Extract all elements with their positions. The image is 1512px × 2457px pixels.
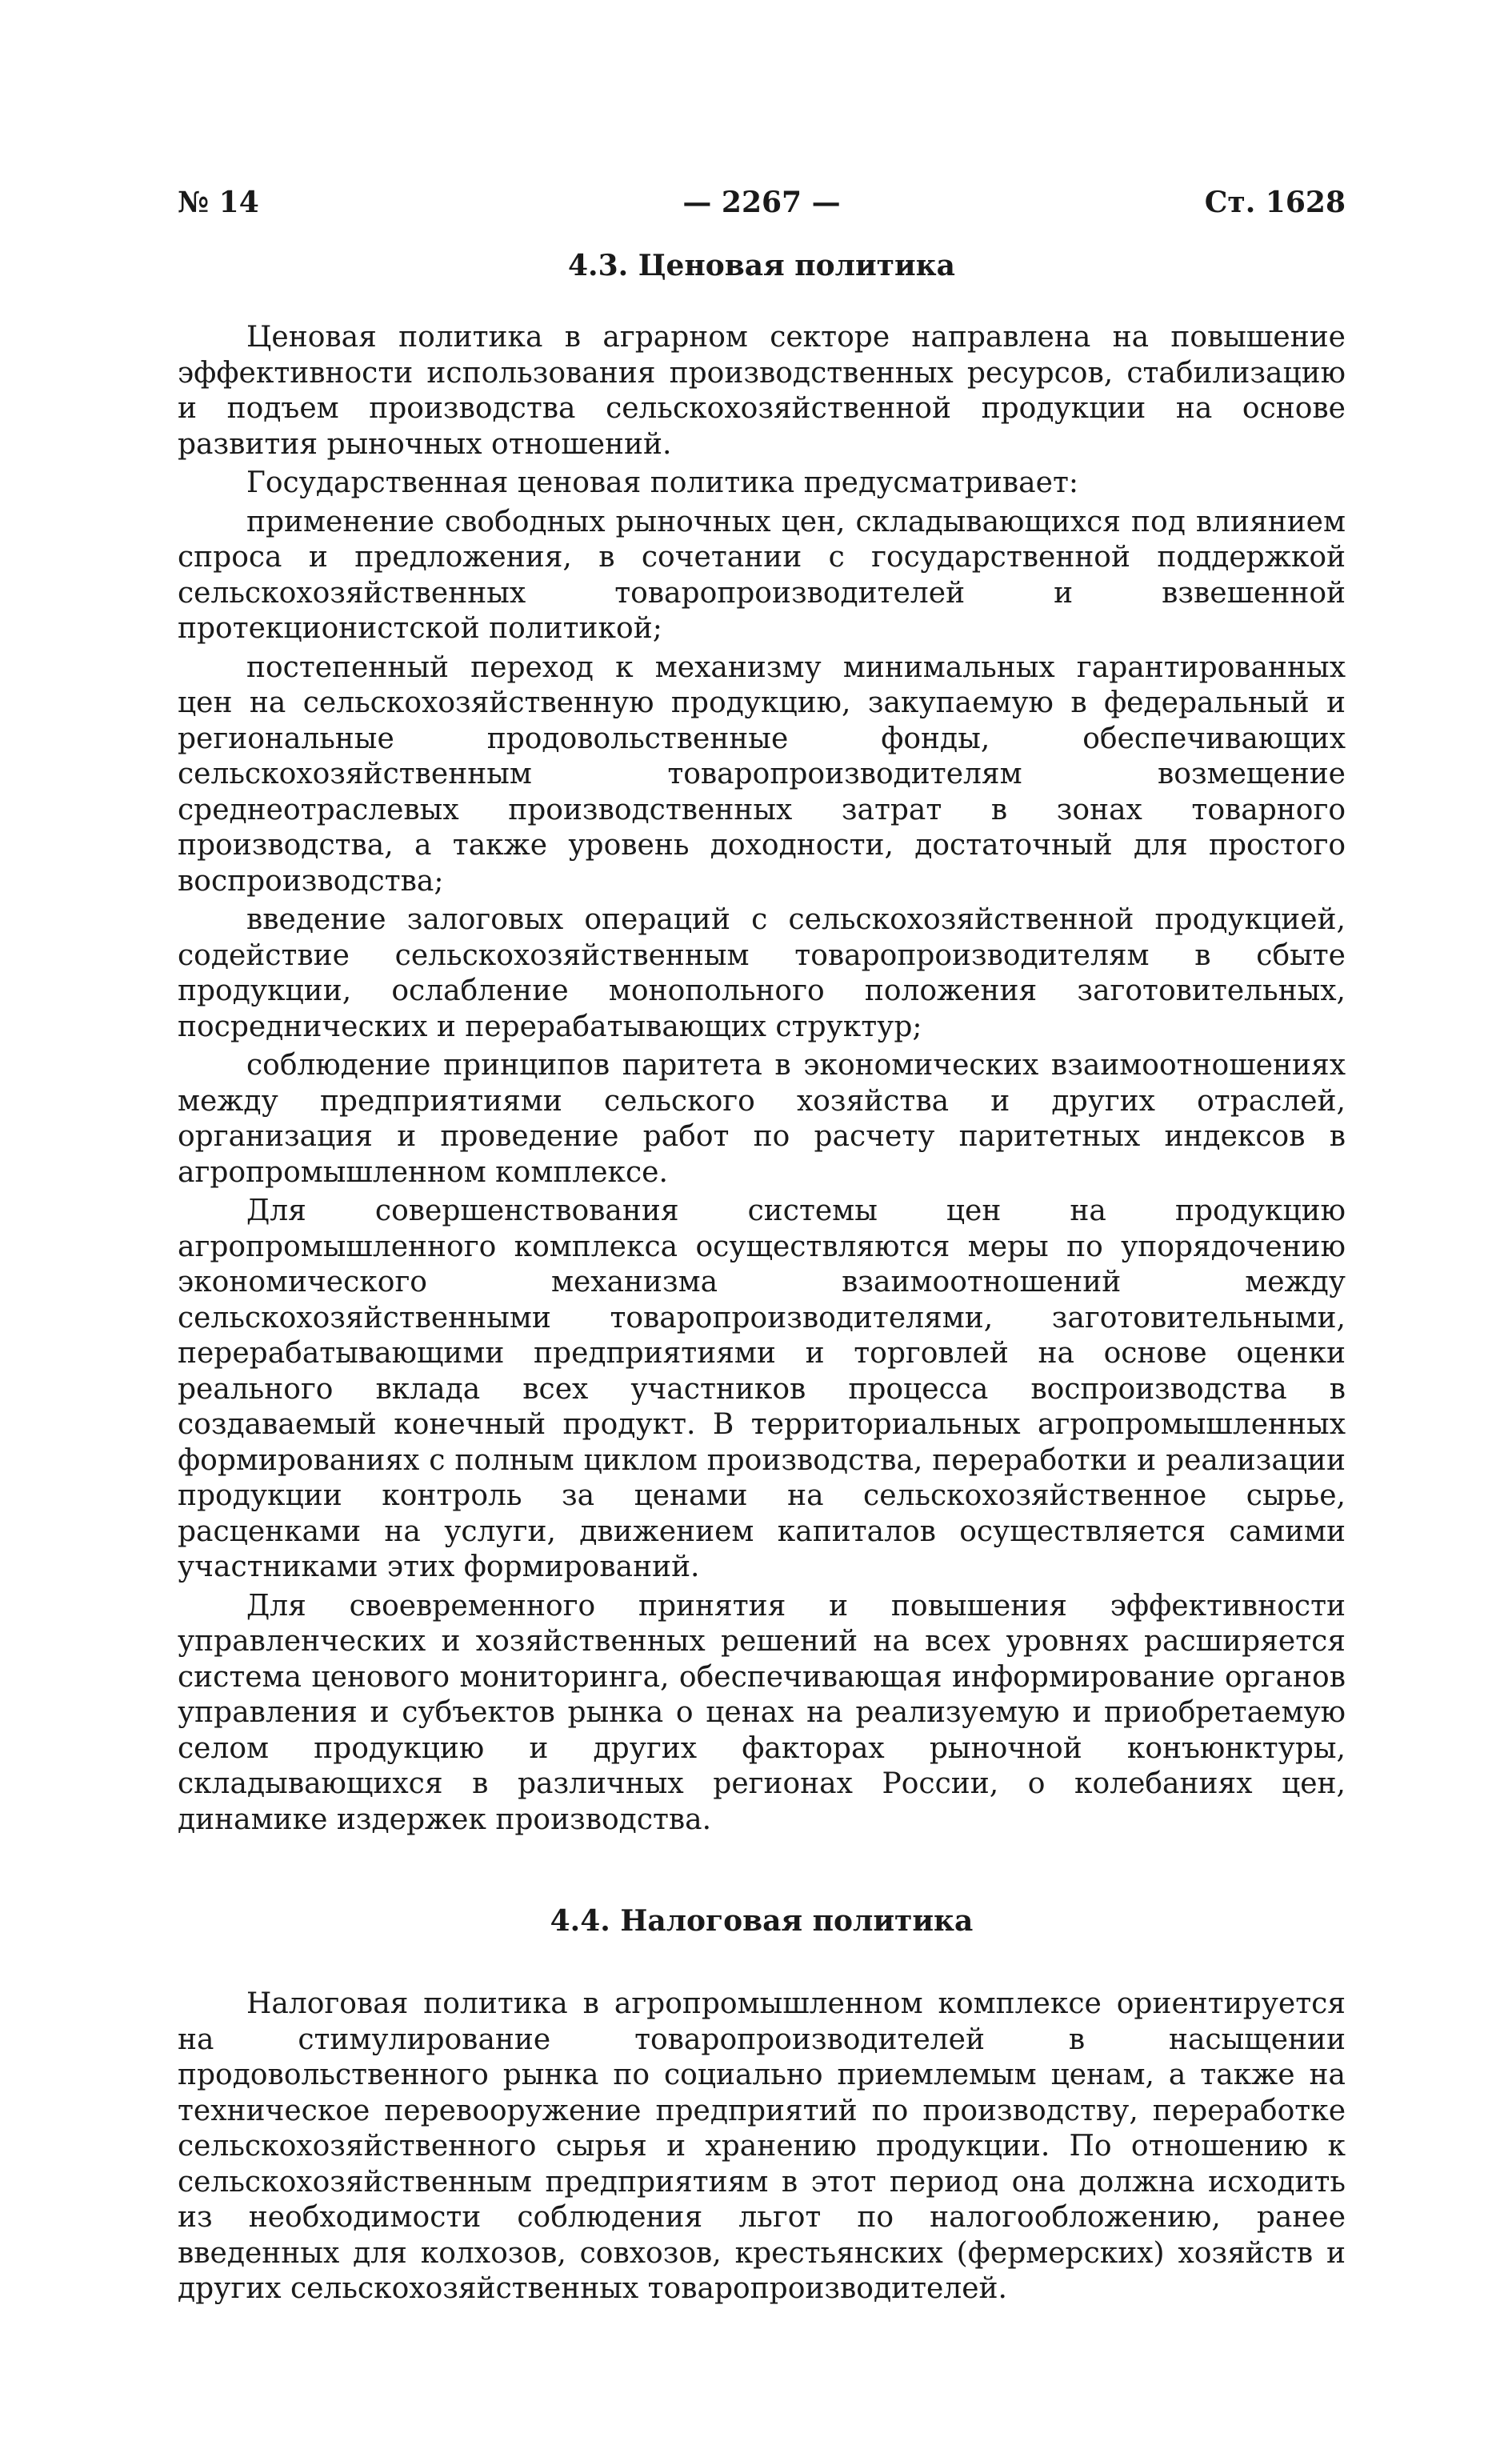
page-header (178, 182, 1346, 222)
paragraph: Ценовая политика в аграрном секторе направлена на повышение эффективности использования производственных ресурсов, стабилизацию и подъем производства сельскохозяйственной продукции на основе развития рыночных отношений. (178, 321, 1346, 461)
section-title-pricing: 4.3. Ценовая политика (568, 249, 955, 282)
section-title-tax: 4.4. Налоговая политика (550, 1904, 974, 1938)
section-body-pricing (178, 320, 1346, 1838)
paragraph: Для совершенствования системы цен на продукцию агропромышленного комплекса осуществляются меры по упорядочению экономического механизма взаимоотношений между сельскохозяйственными товаропроизводителями, заготовительными, перерабатывающими предприятиями и торговлей на основе оценки реального вклада всех участников процесса воспроизводства в создаваемый конечный продукт. В территориальных агропромышленных формированиях с полным циклом производства, переработки и реализации продукции контроль за ценами на сельскохозяйственное сырье, расценками на услуги, движением капиталов осуществляется самими участниками этих формирований. (178, 1194, 1346, 1583)
article-number: Ст. 1628 (1204, 186, 1346, 219)
section-body-tax (178, 1987, 1346, 2307)
issue-number: № 14 (178, 186, 259, 219)
list-item-paragraph: соблюдение принципов паритета в экономических взаимоотношениях между предприятиями сельского хозяйства и других отраслей, организация и проведение работ по расчету паритетных индексов в агропромышленном комплексе. (178, 1049, 1346, 1189)
paragraph: Налоговая политика в агропромышленном комплексе ориентируется на стимулирование товаропроизводителей в насыщении продовольственного рынка по социально приемлемым ценам, а также на техническое перевооружение предприятий по производству, переработке сельскохозяйственного сырья и хранению продукции. По отношению к сельскохозяйственным предприятиям в этот период она должна исходить из необходимости соблюдения льгот по налогообложению, ранее введенных для колхозов, совхозов, крестьянских (фермерских) хозяйств и других сельскохозяйственных товаропроизводителей. (178, 1987, 1346, 2305)
list-item-paragraph: введение залоговых операций с сельскохозяйственной продукцией, содействие сельскохозяйственным товаропроизводителям в сбыте продукции, ослабление монопольного положения заготовительных, посреднических и перерабатывающих структур; (178, 903, 1346, 1043)
paragraph: Государственная ценовая политика предусматривает: (246, 466, 1078, 499)
list-item-paragraph: применение свободных рыночных цен, складывающихся под влиянием спроса и предложения, в сочетании с государственной поддержкой сельскохозяйственных товаропроизводителей и взвешенной протекционистской политикой; (178, 505, 1346, 645)
paragraph: Для своевременного принятия и повышения эффективности управленческих и хозяйственных решений на всех уровнях расширяется система ценового мониторинга, обеспечивающая информирование органов управления и субъектов рынка о ценах на реализуемую и приобретаемую селом продукцию и других факторах рыночной конъюнктуры, складывающихся в различных регионах России, о колебаниях цен, динамике издержек производства. (178, 1589, 1346, 1836)
list-item-paragraph: постепенный переход к механизму минимальных гарантированных цен на сельскохозяйственную продукцию, закупаемую в федеральный и региональные продовольственные фонды, обеспечивающих сельскохозяйственным товаропроизводителям возмещение среднеотраслевых производственных затрат в зонах товарного производства, а также уровень доходности, достаточный для простого воспроизводства; (178, 650, 1346, 898)
document-page (178, 182, 1346, 2311)
page-number: — 2267 — (682, 186, 841, 219)
